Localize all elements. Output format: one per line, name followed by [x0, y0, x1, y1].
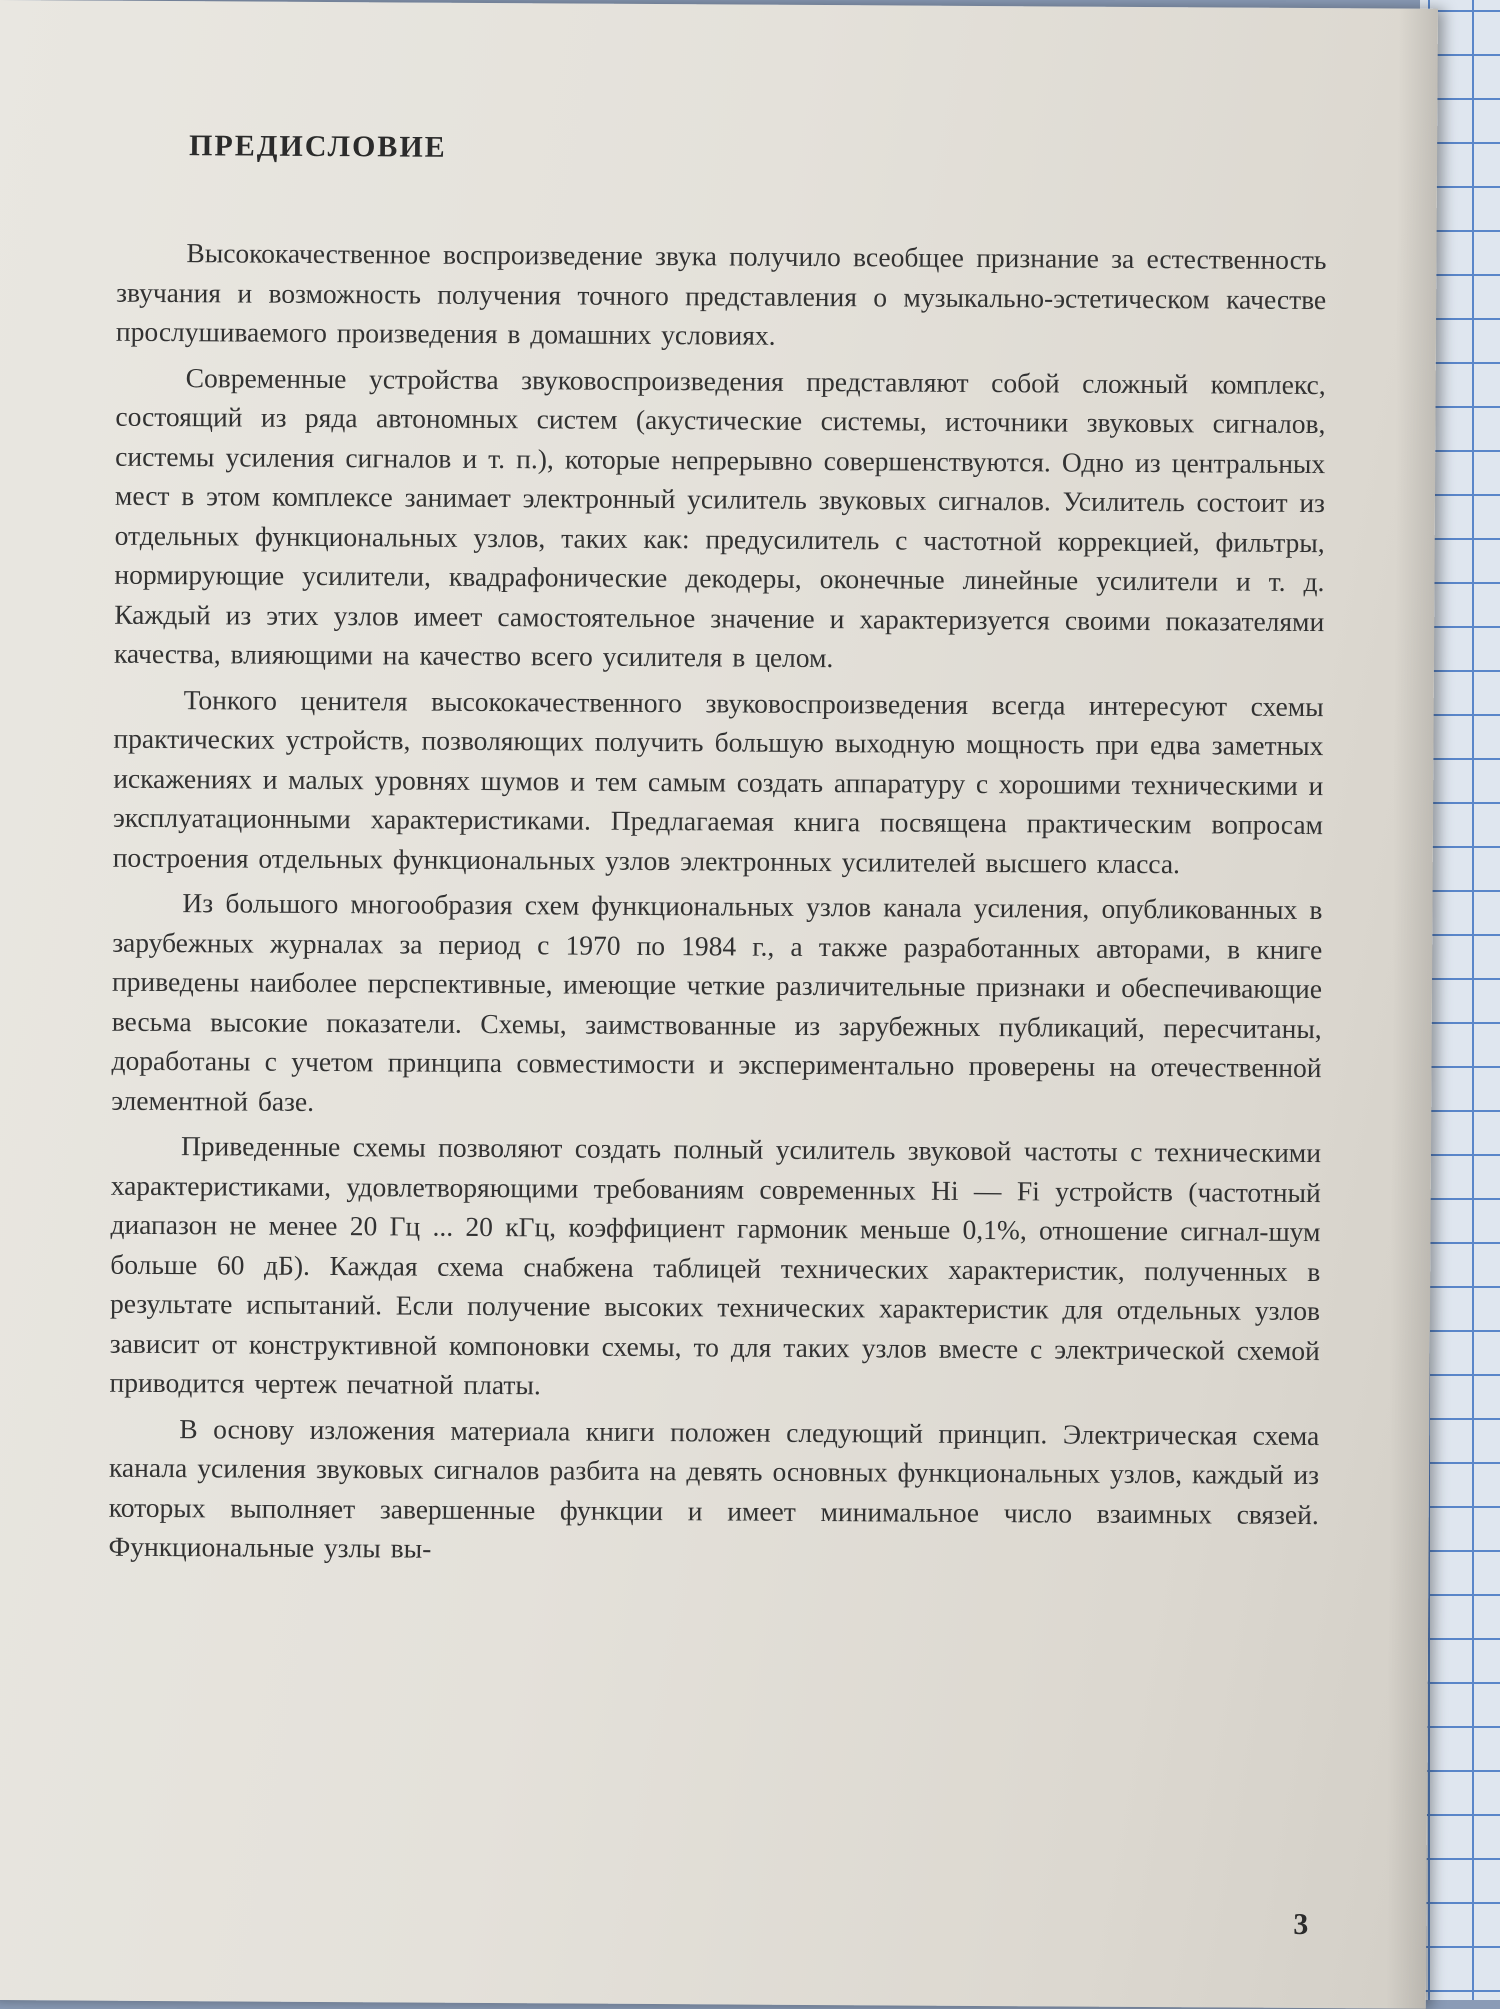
body-text	[108, 233, 1326, 1580]
paragraph-4: Из большого многообразия схем функциональных узлов канала усиления, опубликованных в зарубежных журналах за период с 1970 по 1984 г., а также разработанных авторами, в книге приведены наиболее перспективные, имеющие четкие различительные признаки и обеспечивающие весьма высокие показатели. Схемы, заимствованные из зарубежных публикаций, пересчитаны, доработаны с учетом принципа совместимости и экспериментально проверены на отечественной элементной базе.	[111, 887, 1323, 1117]
paragraph-3: Тонкого ценителя высококачественного звуковоспроизведения всегда интересуют схемы практических устройств, позволяющих получить большую выходную мощность при едва заметных искажениях и малых уровнях шумов и тем самым создать аппаратуру с хорошими техническими и эксплуатационными характеристиками. Предлагаемая книга посвящена практическим вопросам построения отдельных функциональных узлов электронных усилителей высшего класса.	[112, 683, 1324, 879]
paragraph-1: Высококачественное воспроизведение звука получило всеобщее признание за естественность звучания и возможность получения точного представления о музыкально-эстетическом качестве прослушиваемого произведения в домашних условиях.	[115, 237, 1327, 351]
page-number: 3	[1293, 1907, 1309, 1942]
paragraph-6: В основу изложения материала книги положен следующий принцип. Электрическая схема канала усиления звуковых сигналов разбита на девять основных функциональных узлов, каждый из которых выполняет завершенные функции и имеет минимальное число взаимных связей. Функциональные узлы вы-	[108, 1412, 1320, 1564]
paragraph-5: Приведенные схемы позволяют создать полный усилитель звуковой частоты с техническими характеристиками, удовлетворяющими требованиям современных Hi — Fi устройств (частотный диапазон не менее 20 Гц ... 20 кГц, коэффициент гармоник меньше 0,1%, отношение сигнал-шум больше 60 дБ). Каждая схема снабжена таблицей технических характеристик, полученных в результате испытаний. Если получение высоких технических характеристик для отдельных узлов зависит от конструктивной компоновки схемы, то для таких узлов вместе с электрической схемой приводится чертеж печатной платы.	[109, 1130, 1322, 1401]
page-title: ПРЕДИСЛОВИЕ	[189, 129, 447, 164]
paragraph-2: Современные устройства звуковоспроизведения представляют собой сложный комплекс, состоящий из ряда автономных систем (акустические системы, источники звуковых сигналов, системы усиления сигналов и т. п.), которые непрерывно совершенствуются. Одно из центральных мест в этом комплексе занимает электронный усилитель звуковых сигналов. Усилитель состоит из отдельных функциональных узлов, таких как: предусилитель с частотной коррекцией, фильтры, нормирующие усилители, квадрафонические декодеры, оконечные линейные усилители и т. д. Каждый из этих узлов имеет самостоятельное значение и характеризуется своими показателями качества, влияющими на качество всего усилителя в целом.	[113, 361, 1326, 674]
